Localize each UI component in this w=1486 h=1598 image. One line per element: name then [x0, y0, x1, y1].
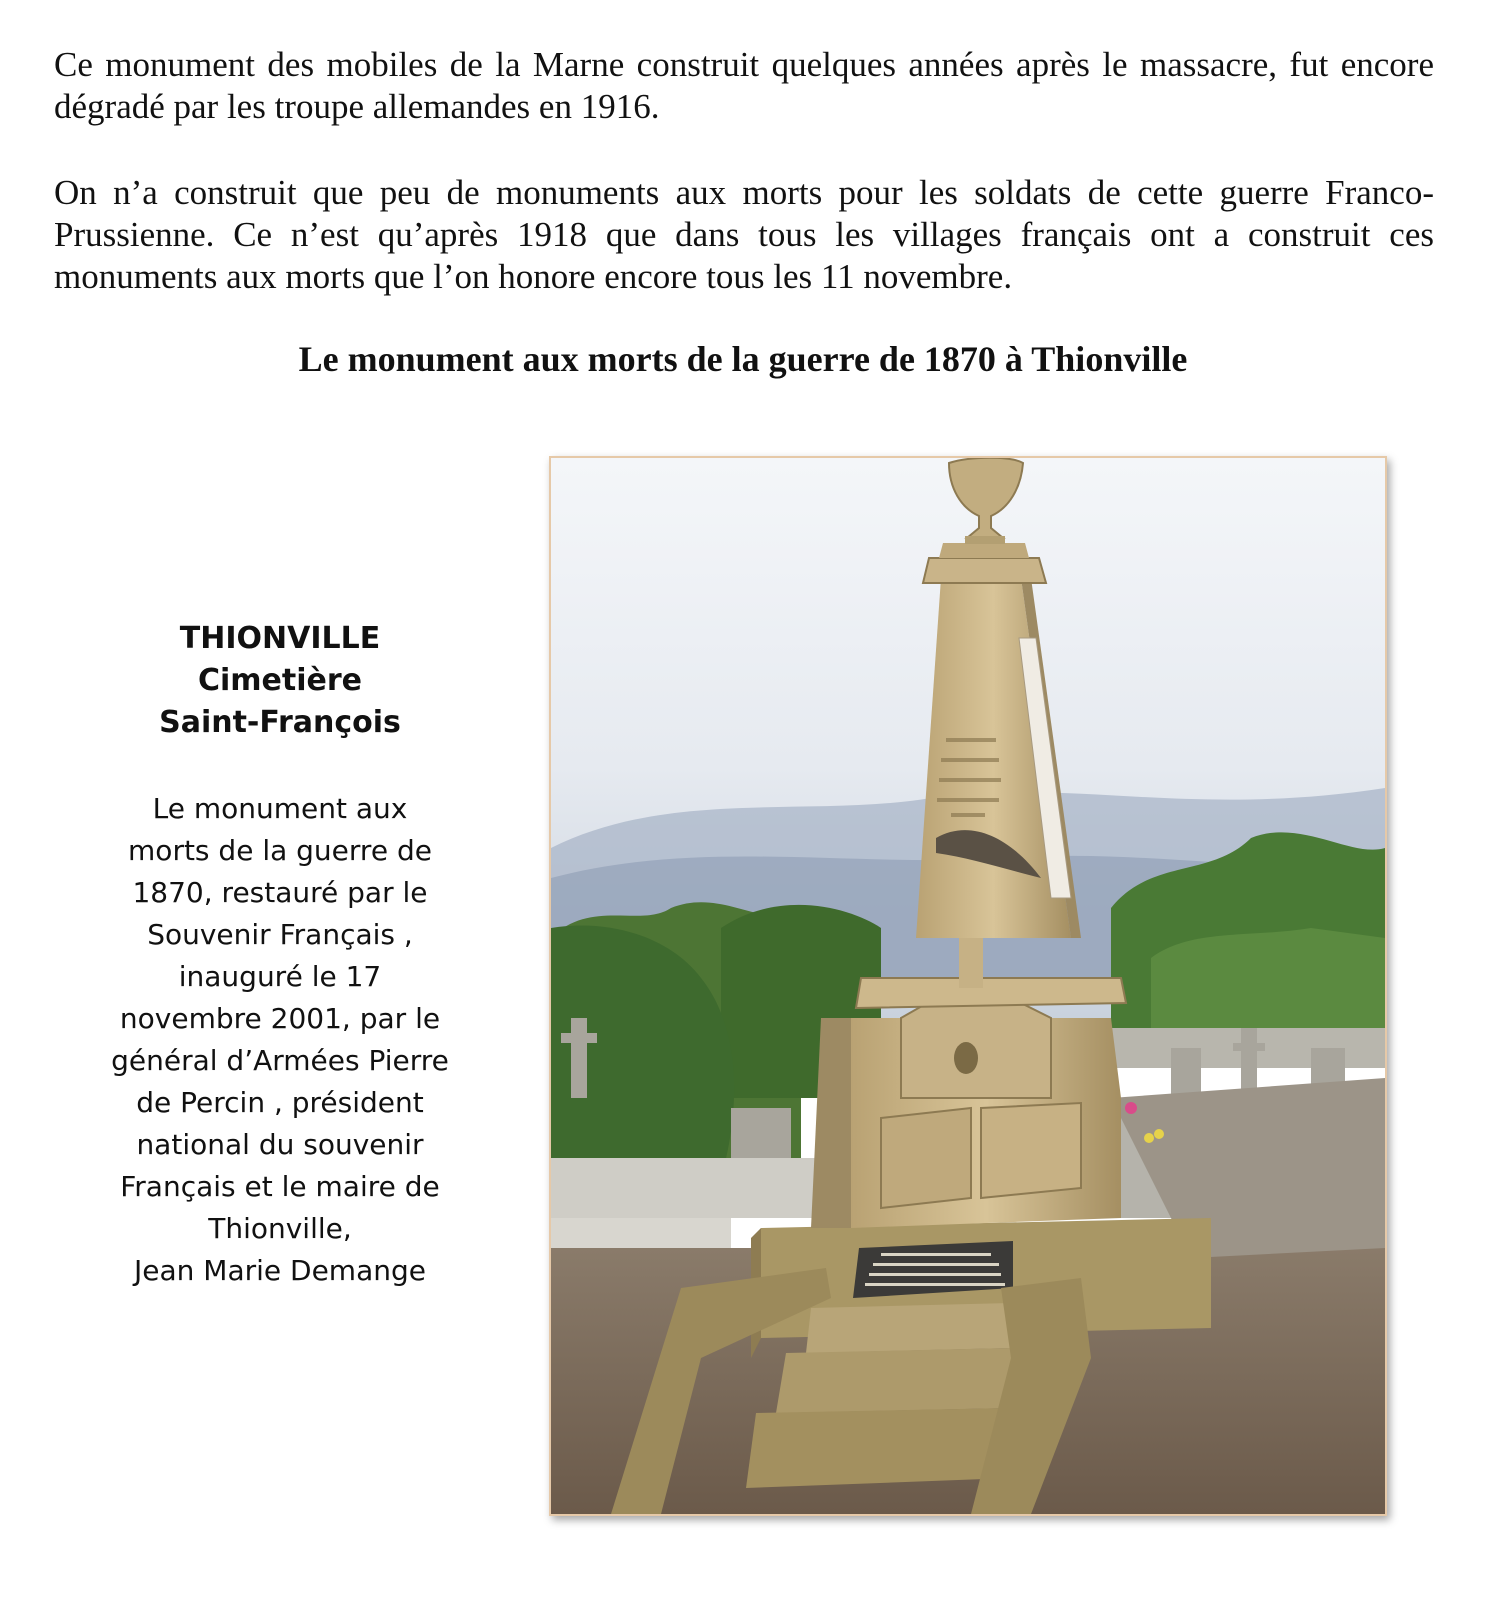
paragraph-monuments: On n’a construit que peu de monuments aux morts pour les soldats de cette guerre Franco-Prussienne. Ce n’est qu’après 1918 que dans tous les villages français ont a construit ces monuments aux morts que l’on honore encore tous les 11 novembre. — [54, 173, 1434, 296]
monument-photo-illustration — [551, 458, 1385, 1514]
caption-title-line: THIONVILLE — [179, 621, 381, 656]
caption-title — [80, 618, 480, 744]
section-heading: Le monument aux morts de la guerre de 1870 à Thionville — [298, 339, 1188, 379]
caption-body: Le monument aux morts de la guerre de 1870, restauré par le Souvenir Français , inauguré le 17 novembre 2001, par le général d’Armées Pierre de Percin , président national du souvenir Français et le maire de Thionville, Jean Marie Demange — [111, 792, 449, 1287]
paragraph-intro: Ce monument des mobiles de la Marne construit quelques années après le massacre, fut encore dégradé par les troupe allemandes en 1916. — [54, 45, 1434, 126]
photo-caption — [80, 618, 480, 1292]
caption-title-line: Cimetière — [197, 663, 363, 698]
caption-title-line: Saint-François — [159, 705, 401, 740]
monument-photo — [549, 456, 1387, 1516]
